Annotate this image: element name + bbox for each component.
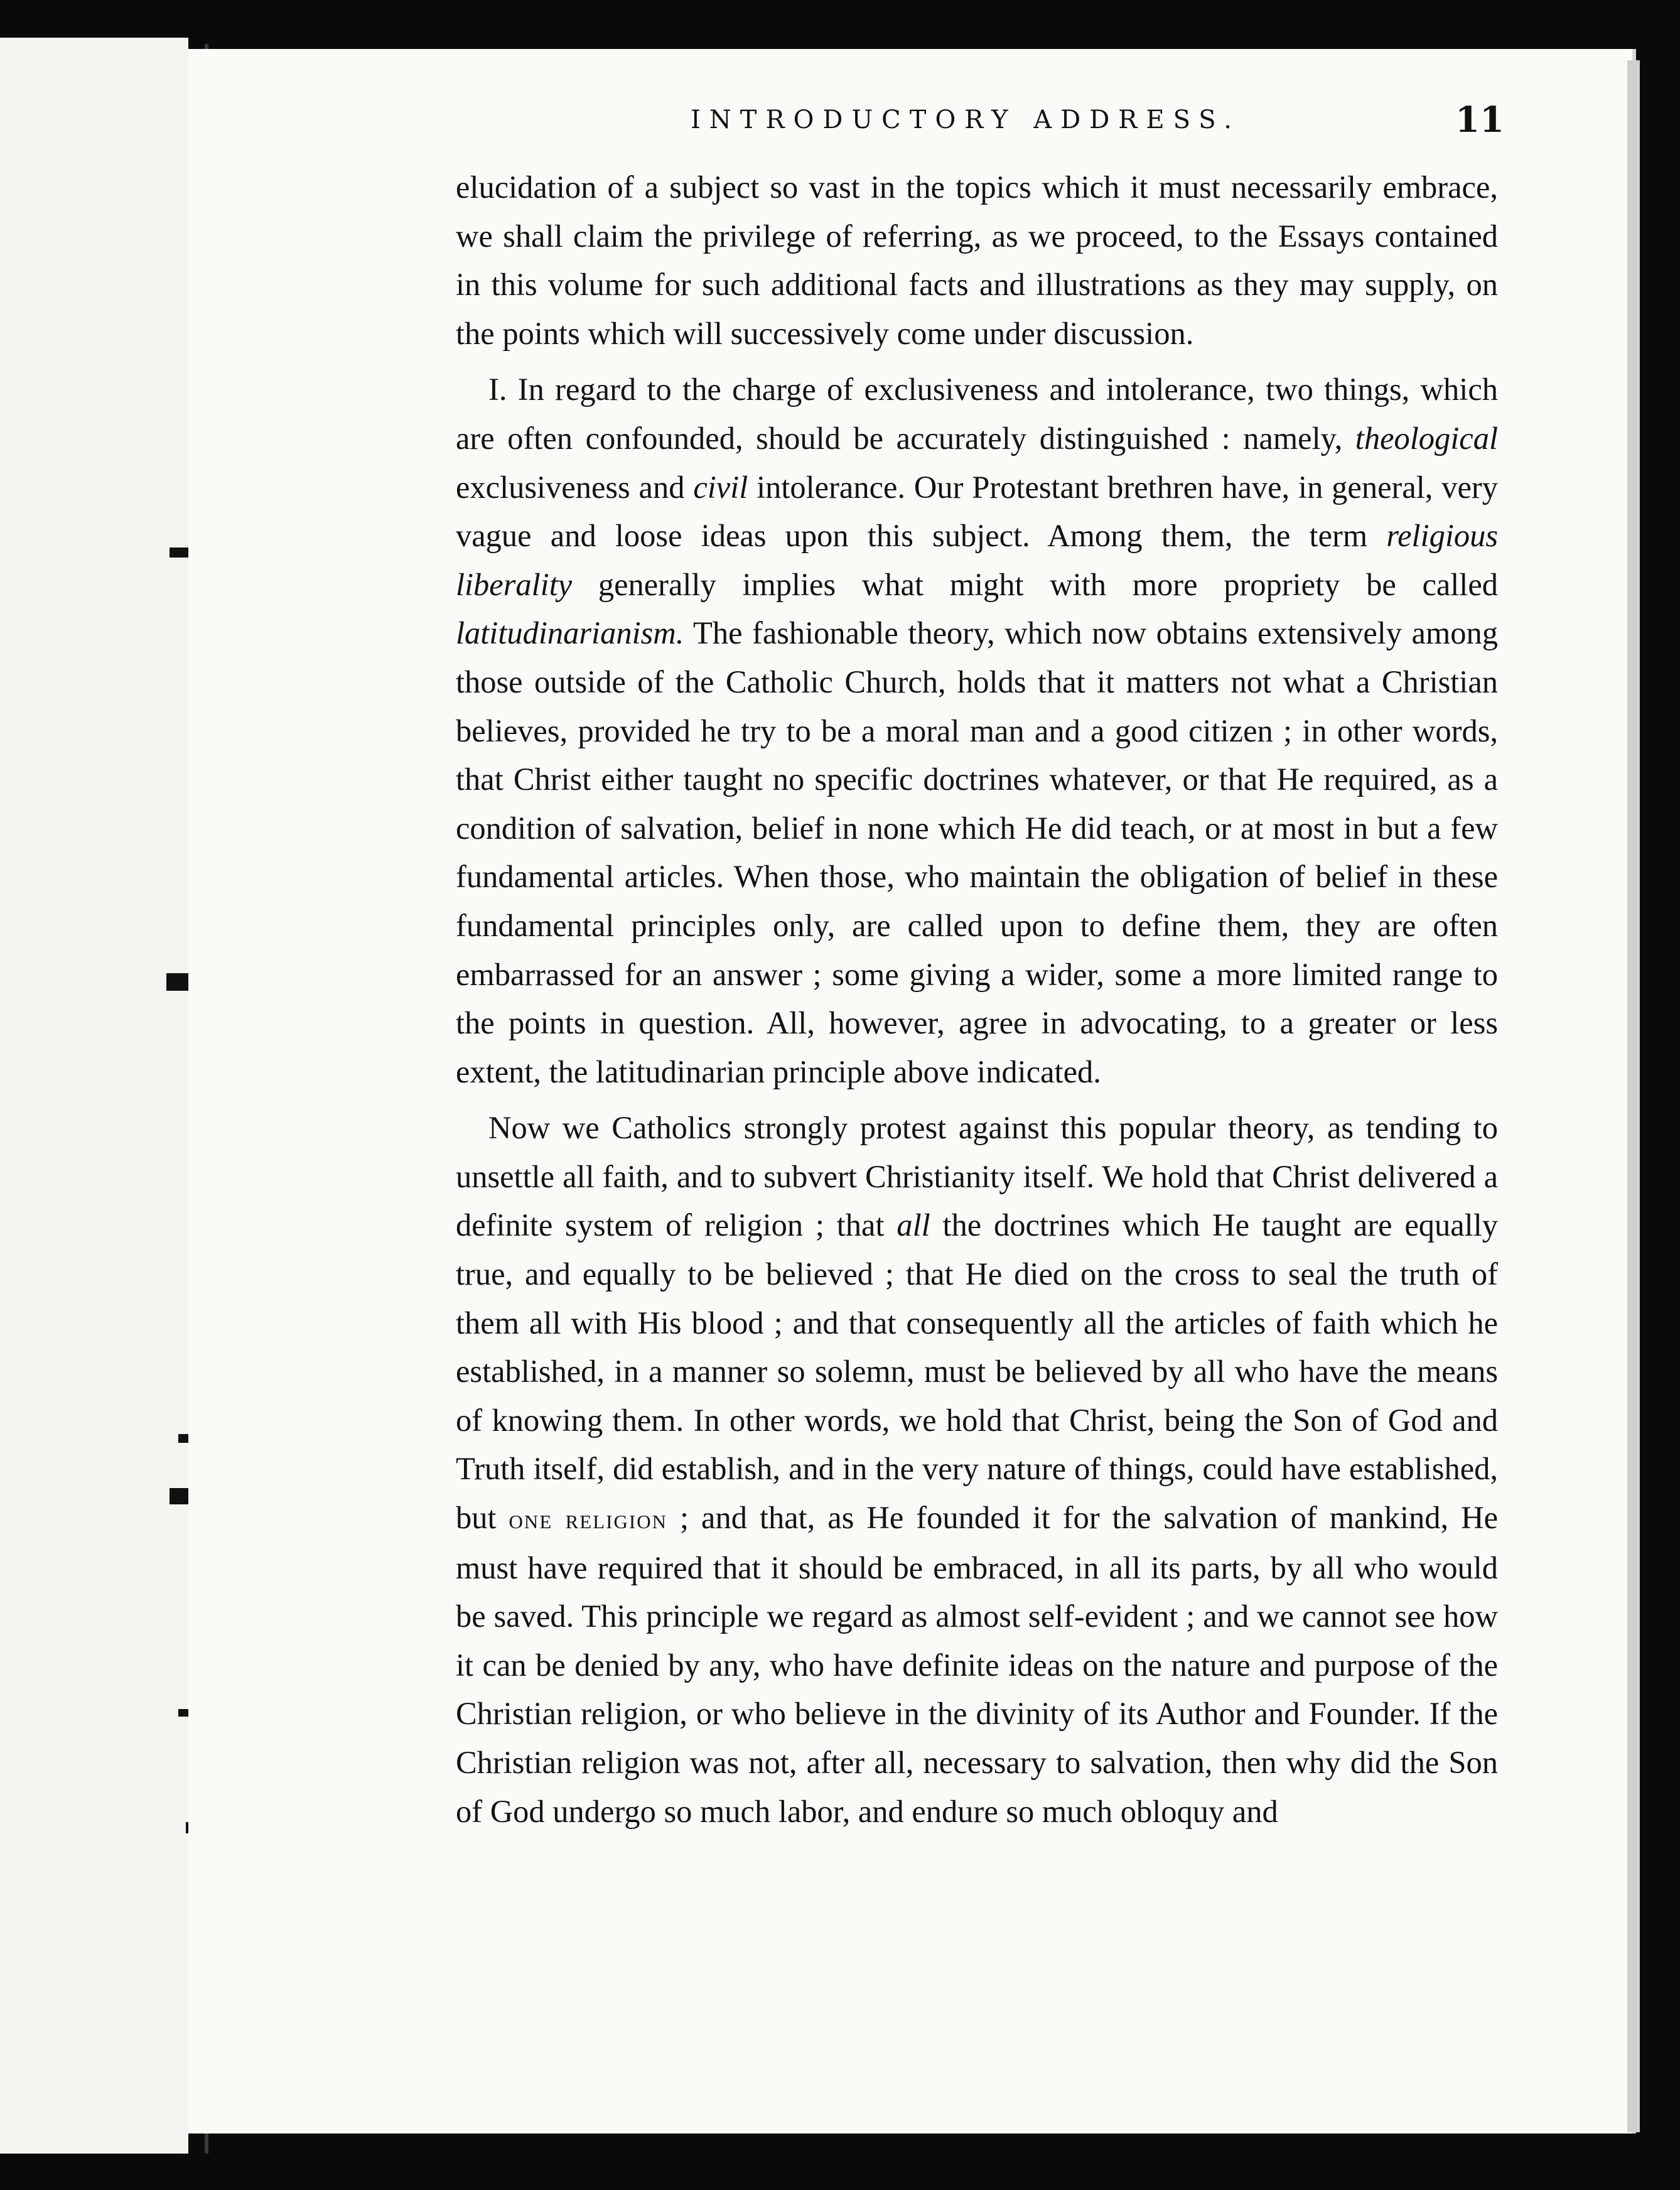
italic-text: latitudinarianism. bbox=[456, 615, 684, 651]
italic-text: all bbox=[897, 1207, 930, 1243]
text-run: exclusiveness and bbox=[456, 469, 694, 505]
text-run: intolerance. Our Protestant brethren have, in general, very vague and loose ideas upon this subject. Among them, the term bbox=[456, 469, 1498, 554]
page-edge-shadow bbox=[1627, 60, 1640, 2132]
italic-text: theological bbox=[1355, 420, 1498, 456]
body-text bbox=[456, 163, 1498, 1836]
text-run: ; and that, as He founded it for the salvation of mankind, He must have required that it should be embraced, in all its parts, by all who would be saved. This principle we regard as almost self-evident ; and we cannot see how it can be denied by any, who have definite ideas on the nature and purpose of the Christian religion, or who believe in the divinity of its Author and Founder. If the Christian religion was not, after all, necessary to salvation, then why did the Son of God undergo so much labor, and endure so much obloquy and bbox=[456, 1500, 1499, 1829]
text-run: I. In regard to the charge of exclusiveness and intolerance, two things, which are often confounded, should be accurately distinguished : namely, bbox=[456, 372, 1498, 456]
page-number: 11 bbox=[1455, 99, 1504, 141]
text-run: the doctrines which He taught are equally true, and equally to be believed ; that He died on the cross to seal the truth of them all with His blood ; and that consequently all the articles of faith which he established, in a manner so solemn, must be believed by all who have the means of knowing them. In other words, we hold that Christ, being the Son of God and Truth itself, did establish, and in the very nature of things, could have established, but bbox=[456, 1207, 1498, 1536]
text-run: Now we Catholics strongly protest against this popular theory, as tending to unsettle all faith, and to subvert Christianity itself. We hold that Christ delivered a definite system of religion ; that bbox=[456, 1110, 1498, 1243]
text-run: The fashionable theory, which now obtains extensively among those outside of the Catholic Church, holds that it matters not what a Christian believes, provided he try to be a moral man and a good citizen ; in other words, that Christ either taught no specific doctrines whatever, or that He required, as a condition of salvation, belief in none which He did teach, or at most in but a few fundamental articles. When those, who maintain the obligation of belief in these fundamental principles only, are called upon to define them, they are often embarrassed for an answer ; some giving a wider, some a more limited range to the points in question. All, however, agree in advocating, to a greater or less extent, the latitudinarian principle above indicated. bbox=[456, 615, 1498, 1089]
text-run: elucidation of a subject so vast in the topics which it must necessarily embrace, we shall claim the privilege of referring, as we proceed, to the Essays contained in this volume for such additional facts and illustrations as they may supply, on the points which will successively come under discussion. bbox=[456, 170, 1498, 351]
running-head: INTRODUCTORY ADDRESS. bbox=[691, 105, 1241, 134]
paragraph bbox=[456, 1104, 1498, 1836]
text-run: generally implies what might with more propriety be called bbox=[572, 566, 1498, 602]
paragraph bbox=[456, 365, 1498, 1096]
italic-text: civil bbox=[693, 469, 748, 505]
small-caps-text: one religion bbox=[509, 1504, 667, 1535]
paragraph bbox=[456, 163, 1498, 358]
italic-text: religious liberality bbox=[456, 518, 1498, 602]
facing-page-edge bbox=[0, 38, 188, 2154]
